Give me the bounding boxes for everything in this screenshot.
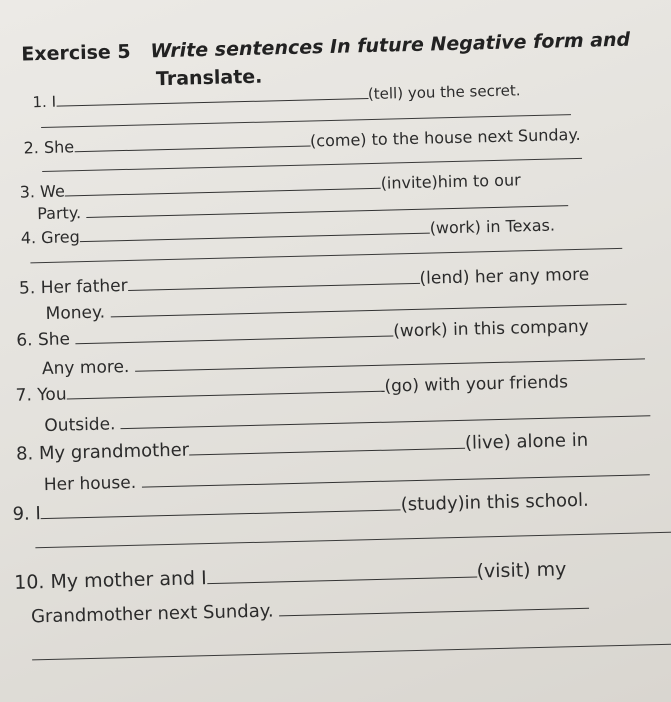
item-subject: Greg (40, 227, 81, 248)
item-verb-hint: (work) in Texas. (429, 215, 556, 238)
answer-blank[interactable] (74, 129, 310, 152)
exercise-heading (21, 29, 630, 66)
sentence-10 (14, 555, 567, 593)
sentence-2 (23, 123, 580, 158)
answer-line[interactable] (35, 532, 671, 549)
item-subject: I (51, 92, 57, 111)
item-subject: You (37, 384, 67, 406)
item-verb-hint: (invite)him to our (380, 170, 521, 193)
item-verb-hint: (lend) her any more (419, 264, 590, 289)
item-number: 6. (16, 330, 33, 351)
item-number: 1. (32, 92, 48, 112)
item-number: 8. (15, 443, 34, 465)
item-continuation: Outside. (44, 414, 116, 437)
answer-blank[interactable] (66, 374, 384, 400)
answer-blank[interactable] (75, 318, 393, 344)
item-number: 3. (19, 182, 36, 202)
answer-blank[interactable] (206, 558, 476, 585)
item-subject: My grandmother (38, 439, 190, 465)
item-subject: I (35, 503, 42, 525)
item-continuation: Money. (45, 302, 106, 324)
item-subject: Her father (40, 275, 128, 299)
item-number: 9. (12, 503, 31, 525)
item-verb-hint: (come) to the house next Sunday. (309, 124, 581, 151)
item-subject: We (39, 181, 66, 202)
item-number: 7. (15, 385, 33, 406)
item-verb-hint: (visit) my (476, 558, 567, 583)
item-number: 4. (20, 228, 37, 248)
item-number: 10. (13, 571, 45, 594)
answer-line[interactable] (32, 644, 671, 661)
answer-blank[interactable] (189, 430, 465, 456)
sentence-1 (32, 79, 521, 111)
item-verb-hint: (work) in this company (393, 316, 589, 342)
exercise-instruction: Write sentences In future Negative form and (150, 28, 631, 63)
item-verb-hint: (tell) you the secret. (367, 81, 521, 104)
item-number: 2. (23, 138, 40, 158)
answer-blank[interactable] (56, 83, 368, 107)
answer-blank[interactable] (127, 266, 419, 291)
answer-line[interactable] (30, 248, 622, 263)
item-continuation: Grandmother next Sunday. (30, 600, 274, 628)
item-verb-hint: (live) alone in (464, 429, 589, 454)
exercise-label: Exercise 5 (21, 40, 131, 66)
answer-blank[interactable] (279, 590, 589, 617)
item-subject: My mother and I (50, 567, 207, 593)
exercise-instruction-cont: Translate. (155, 65, 263, 91)
item-subject: She (37, 329, 71, 351)
item-number: 5. (18, 278, 36, 299)
item-subject: She (43, 137, 75, 157)
answer-blank[interactable] (64, 172, 380, 197)
answer-blank[interactable] (141, 457, 649, 487)
answer-blank[interactable] (121, 398, 651, 429)
item-continuation: Party. (36, 203, 82, 224)
answer-blank[interactable] (40, 491, 400, 519)
item-verb-hint: (go) with your friends (384, 372, 569, 397)
sentence-10-cont (31, 590, 590, 628)
item-continuation: Her house. (43, 472, 137, 496)
item-continuation: Any more. (41, 356, 130, 380)
item-verb-hint: (study)in this school. (400, 489, 589, 516)
